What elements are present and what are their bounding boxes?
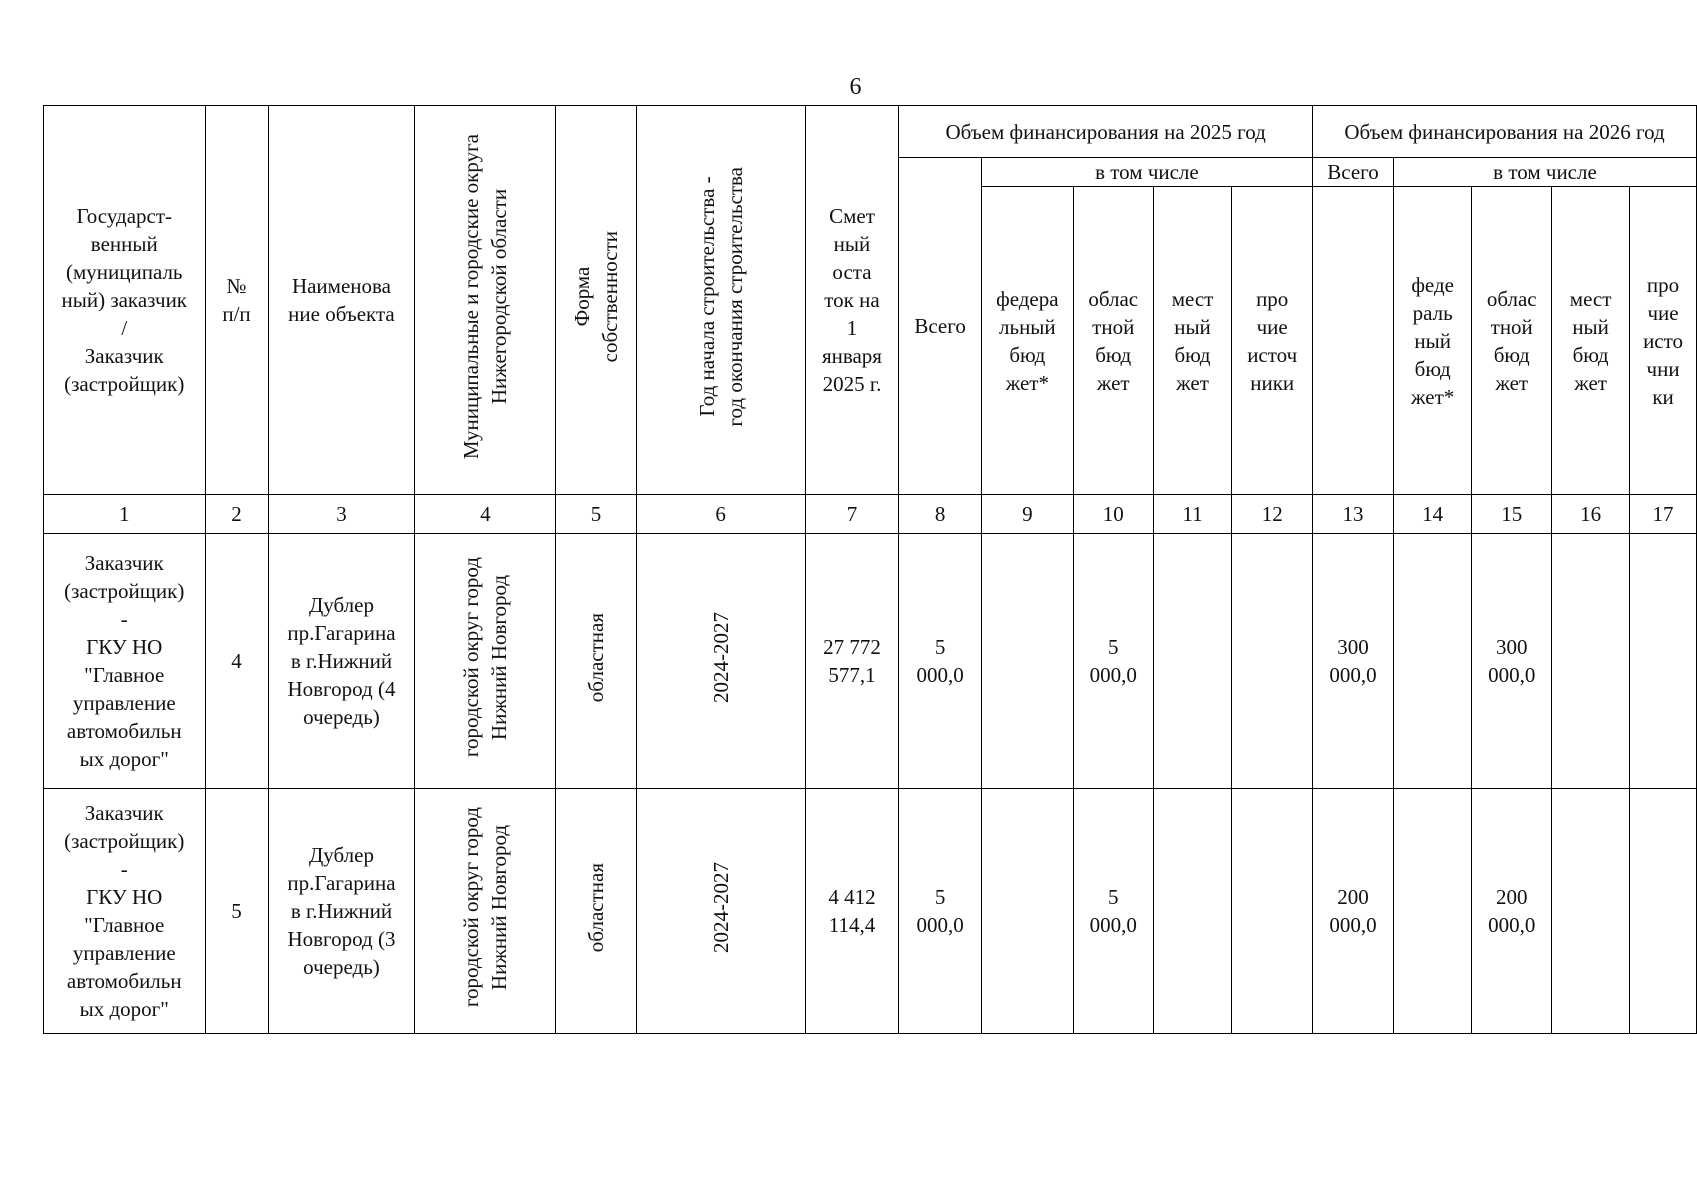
- column-number: 4: [415, 495, 556, 534]
- header-financing-2025: Объем финансирования на 2025 год: [899, 106, 1313, 158]
- header-federal-2026: феде раль ный бюд жет*: [1393, 187, 1471, 495]
- years-cell: 2024-2027: [636, 534, 805, 789]
- column-number: 13: [1313, 495, 1394, 534]
- local-2026-cell: [1552, 534, 1630, 789]
- header-federal-2025: федера льный бюд жет*: [981, 187, 1073, 495]
- object-name-cell: Дублер пр.Гагарина в г.Нижний Новгород (3 очередь): [268, 789, 415, 1034]
- header-regional-2026: облас тной бюд жет: [1472, 187, 1552, 495]
- number-cell: 4: [205, 534, 268, 789]
- regional-2026-cell: 200 000,0: [1472, 789, 1552, 1034]
- header-including-2025: в том числе: [981, 158, 1312, 187]
- column-number: 17: [1630, 495, 1697, 534]
- other-2025-cell: [1232, 789, 1313, 1034]
- customer-cell: Заказчик (застройщик) - ГКУ НО "Главное управление автомобильн ых дорог": [44, 534, 206, 789]
- header-customer: Государст- венный (муниципаль ный) заказчик / Заказчик (застройщик): [44, 106, 206, 495]
- header-number: № п/п: [205, 106, 268, 495]
- table-row: [44, 789, 1697, 1034]
- header-ownership: Форма собственности: [556, 106, 636, 495]
- column-number: 14: [1393, 495, 1471, 534]
- header-municipality: Муниципальные и городские округа Нижегородской области: [415, 106, 556, 495]
- header-including-2026: в том числе: [1393, 158, 1696, 187]
- header-financing-2026: Объем финансирования на 2026 год: [1313, 106, 1697, 158]
- column-number: 12: [1232, 495, 1313, 534]
- local-2025-cell: [1153, 534, 1232, 789]
- header-local-2025: мест ный бюд жет: [1153, 187, 1232, 495]
- column-number: 15: [1472, 495, 1552, 534]
- balance-cell: 4 412 114,4: [805, 789, 899, 1034]
- federal-2026-cell: [1393, 789, 1471, 1034]
- column-number: 6: [636, 495, 805, 534]
- header-balance: Смет ный оста ток на 1 января 2025 г.: [805, 106, 899, 495]
- years-cell: 2024-2027: [636, 789, 805, 1034]
- column-number: 5: [556, 495, 636, 534]
- column-number: 1: [44, 495, 206, 534]
- column-number: 16: [1552, 495, 1630, 534]
- number-cell: 5: [205, 789, 268, 1034]
- header-other-2026: про чие исто чни ки: [1630, 187, 1697, 495]
- total-2026-cell: 300 000,0: [1313, 534, 1394, 789]
- column-number: 3: [268, 495, 415, 534]
- municipality-cell: городской округ город Нижний Новгород: [415, 789, 556, 1034]
- header-regional-2025: облас тной бюд жет: [1073, 187, 1153, 495]
- object-name-cell: Дублер пр.Гагарина в г.Нижний Новгород (4 очередь): [268, 534, 415, 789]
- other-2026-cell: [1630, 789, 1697, 1034]
- column-number: 11: [1153, 495, 1232, 534]
- total-2026-cell: 200 000,0: [1313, 789, 1394, 1034]
- column-numbers-row: [44, 495, 1697, 534]
- local-2026-cell: [1552, 789, 1630, 1034]
- federal-2025-cell: [981, 789, 1073, 1034]
- header-other-2025: про чие источ ники: [1232, 187, 1313, 495]
- header-total-2025: Всего: [899, 158, 982, 495]
- table-row: [44, 534, 1697, 789]
- customer-cell: Заказчик (застройщик) - ГКУ НО "Главное управление автомобильн ых дорог": [44, 789, 206, 1034]
- financing-table: [43, 105, 1697, 1034]
- local-2025-cell: [1153, 789, 1232, 1034]
- ownership-cell: областная: [556, 534, 636, 789]
- total-2025-cell: 5 000,0: [899, 789, 982, 1034]
- total-2025-cell: 5 000,0: [899, 534, 982, 789]
- column-number: 7: [805, 495, 899, 534]
- page-number: 6: [849, 74, 862, 100]
- column-number: 9: [981, 495, 1073, 534]
- regional-2025-cell: 5 000,0: [1073, 789, 1153, 1034]
- other-2025-cell: [1232, 534, 1313, 789]
- header-years: Год начала строительства - год окончания строительства: [636, 106, 805, 495]
- regional-2025-cell: 5 000,0: [1073, 534, 1153, 789]
- municipality-cell: городской округ город Нижний Новгород: [415, 534, 556, 789]
- header-object-name: Наименова ние объекта: [268, 106, 415, 495]
- balance-cell: 27 772 577,1: [805, 534, 899, 789]
- ownership-cell: областная: [556, 789, 636, 1034]
- column-number: 10: [1073, 495, 1153, 534]
- header-row-1: [44, 106, 1697, 158]
- header-total-2026-blank: [1313, 187, 1394, 495]
- regional-2026-cell: 300 000,0: [1472, 534, 1552, 789]
- column-number: 8: [899, 495, 982, 534]
- federal-2025-cell: [981, 534, 1073, 789]
- header-total-2026: Всего: [1313, 158, 1394, 187]
- other-2026-cell: [1630, 534, 1697, 789]
- column-number: 2: [205, 495, 268, 534]
- federal-2026-cell: [1393, 534, 1471, 789]
- header-local-2026: мест ный бюд жет: [1552, 187, 1630, 495]
